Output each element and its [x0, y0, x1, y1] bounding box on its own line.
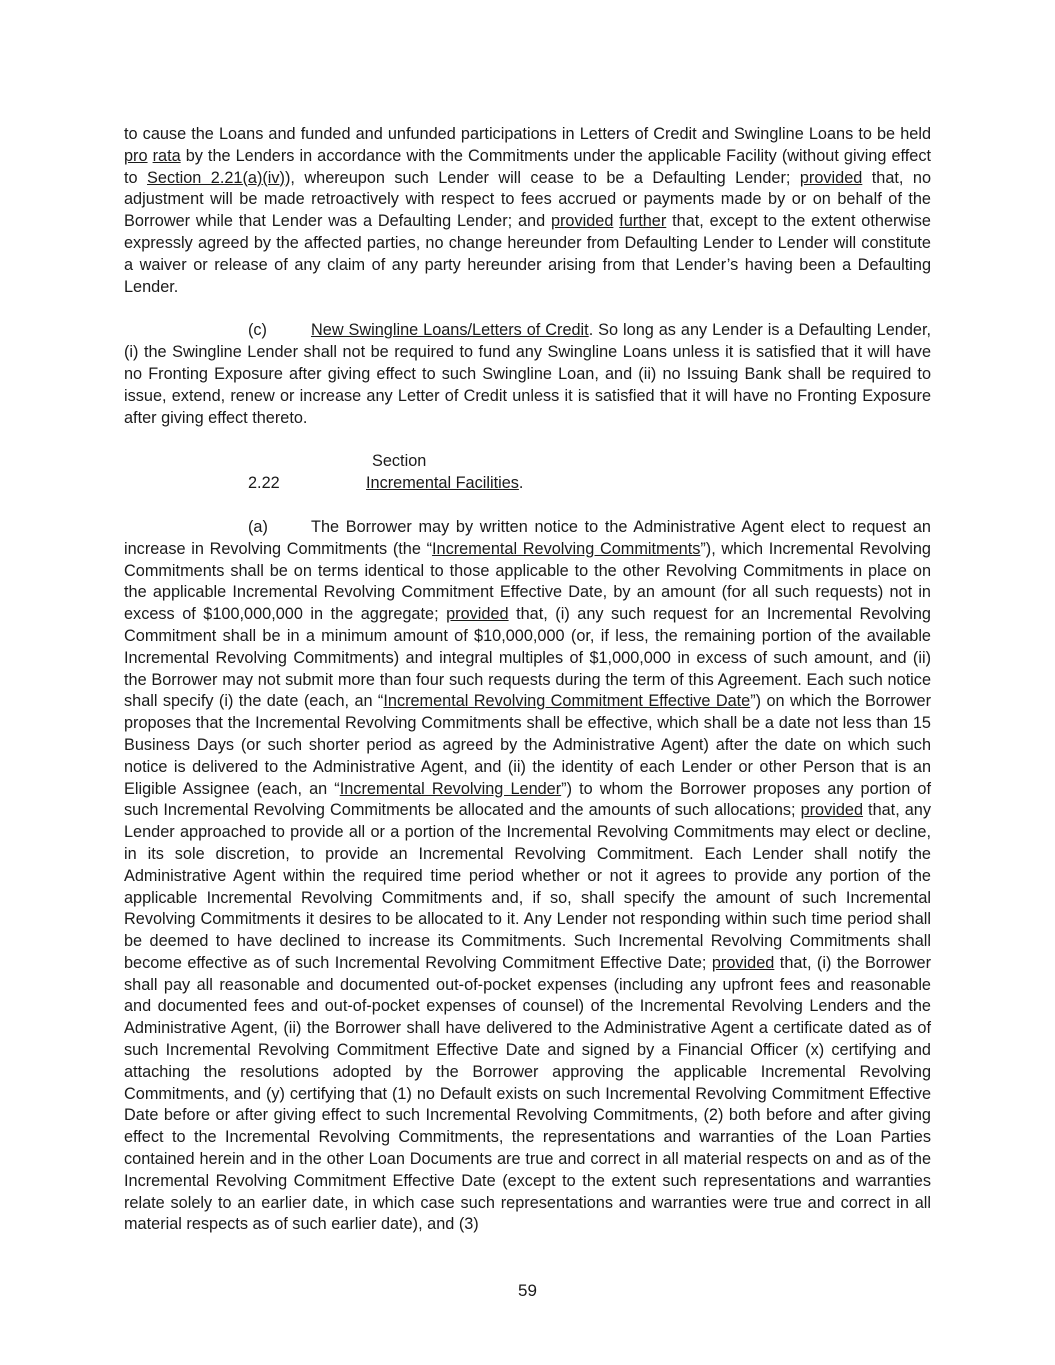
- clause-title: New Swingline Loans/Letters of Credit: [311, 321, 589, 340]
- clause-label: (a): [248, 517, 268, 536]
- text-run: by the Lenders in accordance with the Commitments under the applicable Facility (without giving effect to: [124, 146, 931, 187]
- text-run: .: [518, 474, 524, 493]
- defined-term: Incremental Revolving Commitments: [432, 539, 701, 558]
- page-number: 59: [518, 1281, 537, 1300]
- term-provided: provided: [799, 168, 863, 187]
- document-page: [124, 124, 931, 1236]
- text-run: that, (i) any such request for an Incremental Revolving Commitment shall be in a minimum amount of $10,000,000 (or, if less, the remaining portion of the available Incremental Revolving Commitments) and integral multiples of $1,000,000 in excess of such amount, and (ii) the Borrower may not submit more than four such requests during the term of this Agreement. Each such notice shall specify (i) the date (each, an “: [124, 605, 931, 711]
- text-run: . So long as any Lender is a Defaulting Lender, (i) the Swingline Lender shall not be required to fund any Swingline Loans unless it is satisfied that it will have no Fronting Exposure after giving effect to such Swingline Loan, and (ii) no Issuing Bank shall be required to issue, extend, renew or increase any Letter of Credit unless it is satisfied that it will have no Fronting Exposure after giving effect thereto.: [124, 321, 931, 427]
- section-number: Section 2.22: [248, 452, 427, 493]
- text-run: ”) to whom the Borrower proposes any portion of such Incremental Revolving Commitments be allocated and the amounts of such allocations;: [124, 779, 931, 820]
- term-pro: pro: [124, 146, 148, 165]
- section-reference: Section 2.21(a)(iv): [147, 168, 285, 187]
- term-provided: provided: [446, 605, 509, 624]
- text-run: ”), which Incremental Revolving Commitments shall be on terms identical to those applicable to the other Revolving Commitments in place on the applicable Incremental Revolving Commitment Effective Date, by an amount (for all such requests) not in excess of $100,000,000 in the aggregate;: [124, 539, 931, 624]
- term-provided: provided: [711, 953, 775, 972]
- text-run: that, (i) the Borrower shall pay all reasonable and documented out-of-pocket expenses (including any upfront fees and reasonable and documented fees and out-of-pocket expenses of counsel) of the Incremental Revolving Lenders and the Administrative Agent, (ii) the Borrower shall have delivered to the Administrative Agent a certificate dated as of such Incremental Revolving Commitment Effective Date and signed by a Financial Officer (x) certifying and attaching the resolutions adopted by the Borrower approving the applicable Incremental Revolving Commitments, and (y) certifying that (1) no Default exists on such Incremental Revolving Commitment Effective Date before or after giving effect to such Incremental Revolving Commitments, (2) both before and after giving effect to the Incremental Revolving Commitments, the representations and warranties of the Loan Parties contained herein and in the other Loan Documents are true and correct in all material respects on and as of the Incremental Revolving Commitment Effective Date (except to the extent such representations and warranties relate solely to an earlier date, in which case such representations and warranties were true and correct in all material respects as of such earlier date), and (3): [124, 953, 931, 1234]
- term-rata: rata: [152, 146, 181, 165]
- text-run: The Borrower may by written notice to the Administrative Agent elect to request an increase in Revolving Commitments (the “: [124, 517, 931, 558]
- term-provided: provided: [550, 212, 614, 231]
- defined-term: Incremental Revolving Lender: [339, 779, 562, 798]
- paragraph-c: [124, 320, 931, 429]
- paragraph-continuation: [124, 124, 931, 298]
- section-heading: [124, 451, 931, 495]
- text-run: ”) on which the Borrower proposes that the Incremental Revolving Commitments shall be effective, which shall be a date not less than 15 Business Days (or such shorter period as agreed by the Administrative Agent) after the date on which such notice is delivered to the Administrative Agent, and (ii) the identity of each Lender or other Person that is an Eligible Assignee (each, an “: [124, 692, 931, 798]
- text-run: that, any Lender approached to provide all or a portion of the Incremental Revolving Commitments may elect or decline, in its sole discretion, to provide an Incremental Revolving Commitment. Each Lender shall notify the Administrative Agent within the required time period whether or not it agrees to provide any portion of the applicable Incremental Revolving Commitments and, if so, shall specify the amount of such Incremental Revolving Commitments it desires to be allocated to it. Any Lender not responding within such time period shall be deemed to have declined to increase its Commitments. Such Incremental Revolving Commitments shall become effective as of such Incremental Revolving Commitment Effective Date;: [124, 801, 932, 972]
- text-run: that, no adjustment will be made retroactively with respect to fees accrued or payments made by or on behalf of the Borrower while that Lender was a Defaulting Lender; and: [124, 168, 931, 231]
- term-further: further: [619, 212, 667, 231]
- section-title: Incremental Facilities: [366, 474, 519, 493]
- text-run: that, except to the extent otherwise expressly agreed by the affected parties, no change hereunder from Defaulting Lender to Lender will constitute a waiver or release of any claim of any party hereunder arising from that Lender’s having been a Defaulting Lender.: [124, 212, 931, 296]
- paragraph-a: [124, 517, 931, 1236]
- term-provided: provided: [800, 801, 864, 820]
- text-run: to cause the Loans and funded and unfunded participations in Letters of Credit and Swingline Loans to be held: [124, 125, 931, 143]
- defined-term: Incremental Revolving Commitment Effective Date: [383, 692, 751, 711]
- text-run: ), whereupon such Lender will cease to be a Defaulting Lender;: [284, 168, 800, 187]
- clause-label: (c): [248, 321, 267, 340]
